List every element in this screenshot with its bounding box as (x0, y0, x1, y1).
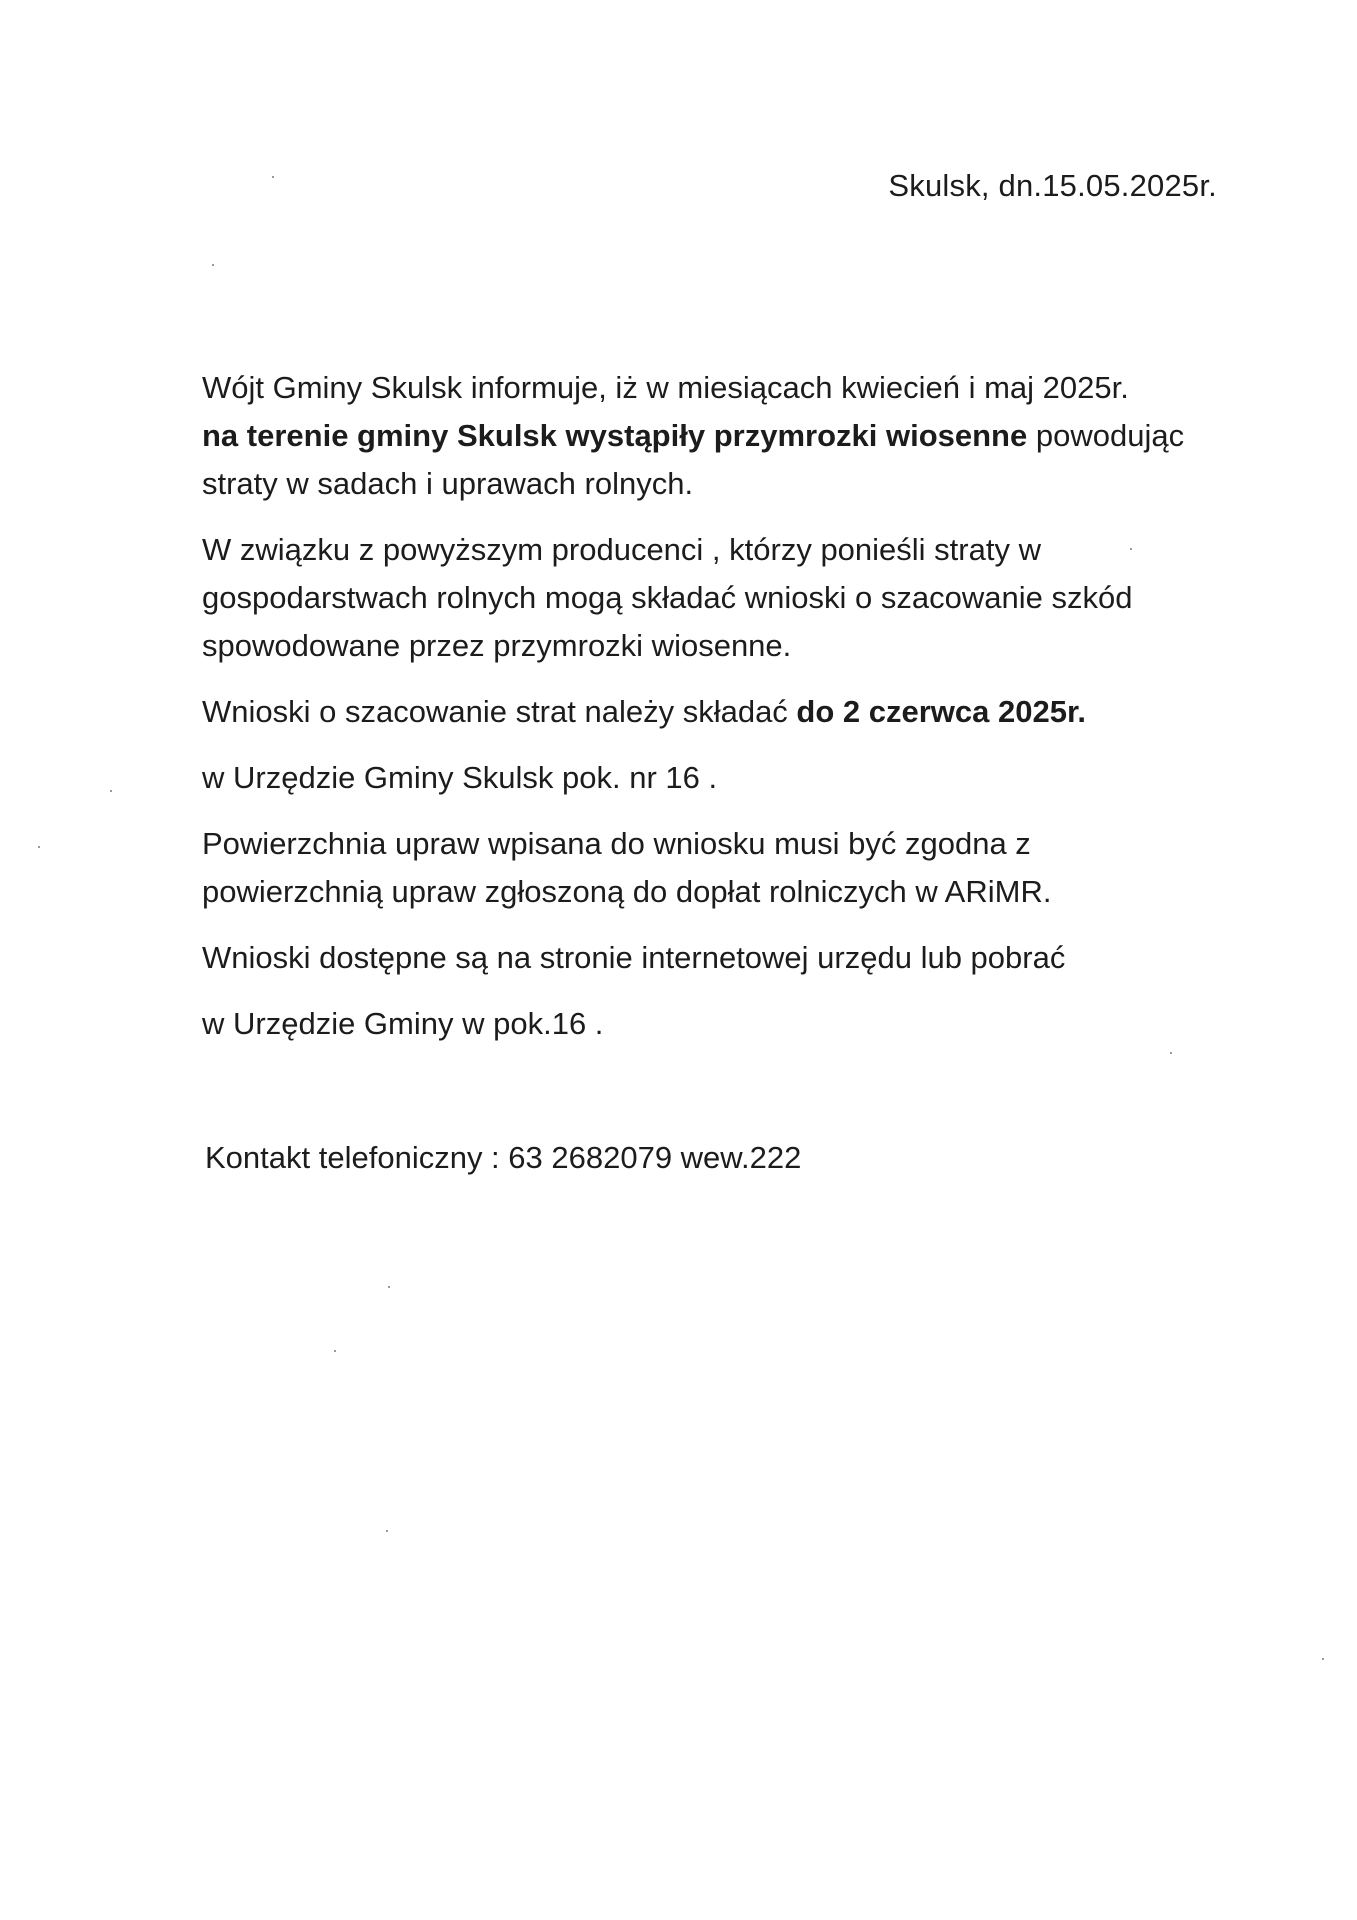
paragraph-deadline (202, 688, 1242, 736)
paragraph-office-room (202, 754, 1242, 802)
announcement-line-3: straty w sadach i uprawach rolnych. (202, 466, 694, 501)
announcement-line-1: Wójt Gminy Skulsk informuje, iż w miesiącach kwiecień i maj 2025r. (202, 370, 1129, 405)
applications-line-1: W związku z powyższym producenci , którzy ponieśli straty w (202, 532, 1041, 567)
paragraph-area-requirement (202, 820, 1242, 916)
deadline-text: Wnioski o szacowanie strat należy składać (202, 694, 797, 729)
scan-speck (1322, 1658, 1324, 1660)
forms-office-line: w Urzędzie Gminy w pok.16 . (202, 1006, 604, 1041)
applications-line-2: gospodarstwach rolnych mogą składać wnioski o szacowanie szkód (202, 580, 1133, 615)
deadline-date: do 2 czerwca 2025r. (796, 694, 1086, 729)
area-requirement-line-1: Powierzchnia upraw wpisana do wniosku musi być zgodna z (202, 826, 1031, 861)
deadline-line (202, 688, 1242, 736)
paragraph-forms-availability (202, 934, 1242, 982)
forms-availability-line: Wnioski dostępne są na stronie internetowej urzędu lub pobrać (202, 940, 1066, 975)
scan-speck (334, 1350, 336, 1352)
notice-body (202, 364, 1242, 1066)
paragraph-announcement (202, 364, 1242, 508)
scan-speck (110, 790, 112, 792)
announcement-line-2 (202, 412, 1242, 460)
announcement-bold-text: na terenie gminy Skulsk wystąpiły przymrozki wiosenne (202, 418, 1028, 453)
scan-speck (38, 846, 40, 848)
scan-speck (1170, 1052, 1172, 1054)
scan-speck (1130, 548, 1132, 550)
applications-line-3: spowodowane przez przymrozki wiosenne. (202, 628, 792, 663)
scan-speck (272, 176, 274, 178)
office-room-line: w Urzędzie Gminy Skulsk pok. nr 16 . (202, 760, 718, 795)
contact-phone: Kontakt telefoniczny : 63 2682079 wew.222 (205, 1140, 802, 1175)
scan-speck (386, 1530, 388, 1532)
place-date: Skulsk, dn.15.05.2025r. (888, 168, 1217, 203)
paragraph-applications (202, 526, 1242, 670)
area-requirement-line-2: powierzchnią upraw zgłoszoną do dopłat rolniczych w ARiMR. (202, 874, 1052, 909)
scan-speck (388, 1286, 390, 1288)
paragraph-forms-office (202, 1000, 1242, 1048)
scan-speck (212, 264, 214, 266)
announcement-line-2-rest: powodując (1027, 418, 1185, 453)
